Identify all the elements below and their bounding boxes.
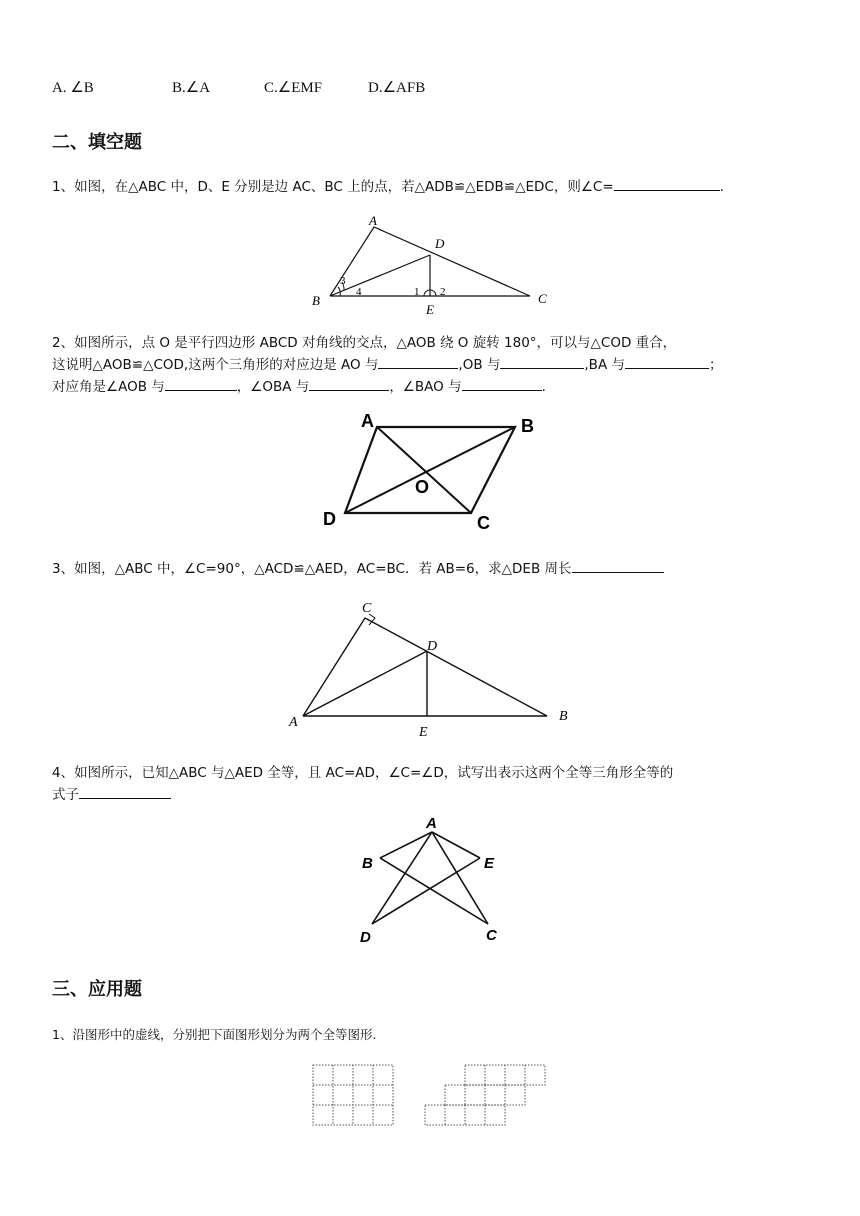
label-e: E xyxy=(419,725,428,740)
question-5-text: 1、沿图形中的虚线，分别把下面图形划分为两个全等图形. xyxy=(52,1027,377,1042)
label-b: B xyxy=(559,709,568,724)
label-e: E xyxy=(484,855,495,872)
question-1 xyxy=(52,176,812,198)
label-a: A xyxy=(426,815,437,832)
figure-q4 xyxy=(350,812,510,947)
option-d[interactable]: D.∠AFB xyxy=(368,80,426,96)
label-angle-4: 4 xyxy=(356,286,362,298)
label-angle-2: 2 xyxy=(440,286,446,298)
label-c: C xyxy=(362,601,372,616)
label-b: B xyxy=(362,855,373,872)
label-a: A xyxy=(361,411,374,431)
figure-q1 xyxy=(300,210,560,315)
question-4-line-1: 4、如图所示，已知△ABC 与△AED 全等，且 AC=AD，∠C=∠D，试写出表示这两个全等三角形全等的 xyxy=(52,765,674,781)
label-d: D xyxy=(323,509,336,529)
question-1-text: 1、如图，在△ABC 中，D、E 分别是边 AC、BC 上的点，若△ADB≌△EDB≌△EDC，则∠C= xyxy=(52,179,614,195)
answer-blank-q2-ba[interactable] xyxy=(625,354,709,369)
question-5 xyxy=(52,1024,812,1046)
question-2-line-2a: 这说明△AOB≌△COD,这两个三角形的对应边是 AO 与 xyxy=(52,357,379,373)
label-c: C xyxy=(486,927,497,944)
label-angle-3: 3 xyxy=(340,275,346,287)
figure-q3 xyxy=(285,598,585,740)
question-2-line-1: 2、如图所示，点 O 是平行四边形 ABCD 对角线的交点，△AOB 绕 O 旋转 180°，可以与△COD 重合， xyxy=(52,335,677,351)
option-c[interactable]: C.∠EMF xyxy=(264,80,323,96)
option-b[interactable]: B.∠A xyxy=(172,80,211,96)
label-b: B xyxy=(312,293,320,308)
label-d: D xyxy=(427,639,438,654)
answer-blank-q4[interactable] xyxy=(79,784,171,799)
answer-blank-q2-aob[interactable] xyxy=(165,376,237,391)
answer-blank-q2-ob[interactable] xyxy=(500,354,584,369)
label-o: O xyxy=(415,477,430,497)
label-d: D xyxy=(360,929,371,946)
section-title-fill-in: 二、填空题 xyxy=(52,132,142,153)
grid-figure-right xyxy=(424,1064,550,1128)
question-3-text: 3、如图，△ABC 中，∠C=90°，△ACD≌△AED，AC=BC．若 AB=6，求△DEB 周长 xyxy=(52,561,572,577)
question-2-line-3a: 对应角是∠AOB 与 xyxy=(52,379,165,395)
question-2 xyxy=(52,332,812,398)
question-2-line-3b: ，∠OBA 与 xyxy=(236,379,310,395)
label-c: C xyxy=(538,291,547,306)
answer-blank-q2-bao[interactable] xyxy=(462,376,542,391)
answer-blank-q3[interactable] xyxy=(572,558,664,573)
question-2-line-3d: . xyxy=(541,379,546,395)
question-3 xyxy=(52,558,812,580)
question-2-line-3c: ，∠BAO 与 xyxy=(389,379,462,395)
label-a: A xyxy=(289,715,298,730)
question-2-line-2b: ,OB 与 xyxy=(458,357,501,373)
answer-blank-q2-oba[interactable] xyxy=(309,376,389,391)
figure-q2 xyxy=(315,405,555,535)
option-a[interactable]: A. ∠B xyxy=(52,80,94,96)
grid-figure-left xyxy=(312,1064,396,1128)
answer-blank-q2-ao[interactable] xyxy=(378,354,458,369)
label-a: A xyxy=(369,213,377,228)
label-c: C xyxy=(477,513,490,533)
section-title-application: 三、应用题 xyxy=(52,979,142,1000)
question-4 xyxy=(52,762,812,806)
answer-blank-q1[interactable] xyxy=(614,176,720,191)
label-e: E xyxy=(426,302,434,317)
question-4-line-2: 式子 xyxy=(52,787,79,803)
label-angle-1: 1 xyxy=(414,286,420,298)
label-d: D xyxy=(435,236,445,251)
label-b: B xyxy=(521,416,534,436)
question-2-line-2c: ,BA 与 xyxy=(584,357,625,373)
question-2-line-2d: ； xyxy=(708,357,723,373)
question-1-end: . xyxy=(719,179,724,195)
